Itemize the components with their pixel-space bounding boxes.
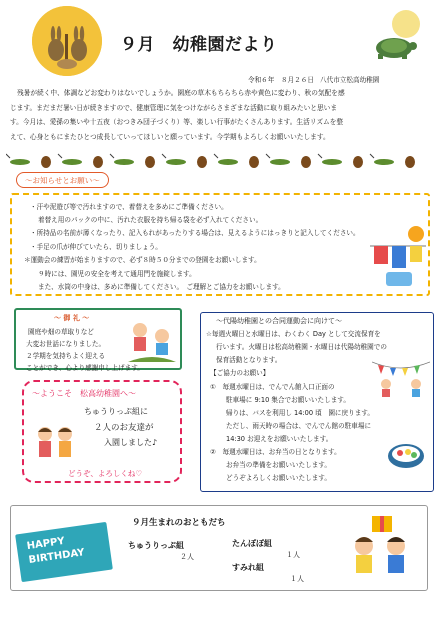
birthday-class-count: １人 <box>286 551 300 559</box>
sports-day-line: 駐車場に 9:10 集合でお願いいたします。 <box>226 396 350 404</box>
thanks-title: ～ 御 礼 ～ <box>54 314 90 322</box>
notice-line: 着替え用のパックの中に、汚れた衣服を持ち帰る袋を必ず入れてください。 <box>38 216 263 224</box>
sports-day-line: 14:30 お迎えをお願いいたします。 <box>226 435 333 443</box>
issue-date: 令和６年 ８月２６日 <box>248 76 314 84</box>
welcome-title: ～ようこそ 松高幼稚園へ～ <box>32 389 136 398</box>
intro-line: 残暑が続く中、体調などお変わりはないでしょうか。園庭の草木もちらちら赤や黄色に変わり、秋の気配を感 <box>17 89 345 97</box>
page-title: ９月 幼稚園だより <box>120 35 278 55</box>
birthday-class-name: ちゅうりっぷ組 <box>128 541 184 550</box>
welcome-line: 入園しました♪ <box>104 438 158 447</box>
sports-day-line: 帰りは、バスを利用し 14:00 頃 園に戻ります。 <box>226 409 374 417</box>
notice-heading: ～お知らせとお願い～ <box>16 172 109 188</box>
birthday-class-count: ２人 <box>180 553 194 561</box>
intro-line: じます。まだまだ暑い日が続きますので、健康管理に気をつけながらさまざまな活動に取り組みたいと思いま <box>10 103 338 112</box>
sports-day-line: 保育活動となります。 <box>216 356 282 364</box>
bento-box-illustration <box>386 440 426 474</box>
date-publisher-line <box>248 74 379 84</box>
birthday-kids-illustration <box>344 512 418 582</box>
intro-paragraph <box>10 86 432 144</box>
badge-line: HAPPY <box>26 535 66 553</box>
welcome-line: ちゅうりっぷ組に <box>84 407 148 416</box>
birthday-class-count: １人 <box>290 575 304 583</box>
sports-day-line: どうぞよろしくお願いいたします。 <box>226 474 331 482</box>
notice-line: ＊運動会の練習が始まりますので、必ず８時５０分までの登園をお願いします。 <box>24 256 261 264</box>
notice-line: ９時には、園児の安全を考えて通用門を施錠します。 <box>38 270 196 278</box>
turtle-moon-illustration <box>366 6 428 64</box>
gardening-kids-illustration <box>124 318 180 370</box>
notice-line: ・汗や泥遊び等で汚れますので、着替えを多めにご準備ください。 <box>30 203 228 211</box>
sports-day-line: ☆毎週火曜日と水曜日は、わくわく Day として交流保育を <box>206 330 381 338</box>
birthday-title: ９月生まれのおともだち <box>132 518 226 528</box>
welcome-kids-illustration <box>34 424 76 468</box>
sports-day-line: 【ご協力のお願い】 <box>210 369 270 377</box>
notice-line: ・所持品の名前が薄くなったり、記入もれがあったりする場合は、見えるようにはっきりと記入してください。 <box>30 229 360 237</box>
intro-line: えて、心身ともにまたひとつ成長していってほしいと願っています。今学期もよろしくお願いいたします。 <box>10 132 330 141</box>
thanks-line: 大変お世話になりました。 <box>26 340 106 348</box>
thanks-line: ２学期を気持ちよく迎える <box>26 352 106 360</box>
birthday-class-name: たんぽぽ組 <box>232 539 272 548</box>
sports-day-title: ～代陽幼稚園との合同運動会に向けて～ <box>216 317 342 325</box>
thanks-line: ことができ、心より感謝申し上げます。 <box>26 364 144 372</box>
welcome-line: どうぞ、よろしくね♡ <box>68 469 143 478</box>
sports-day-line: ② 毎週水曜日は、お弁当の日となります。 <box>210 448 341 456</box>
laundry-illustration <box>368 224 428 292</box>
notice-line: ・手足の爪が伸びていたら、切りましょう。 <box>30 243 162 251</box>
sports-day-flags-illustration <box>372 358 430 402</box>
sports-day-line: ただし、雨天時の場合は、でんでん館の駐車場に <box>226 422 372 430</box>
sports-day-line: ① 毎週水曜日は、でんでん館入口正面の <box>210 383 335 391</box>
publisher: 八代市立松高幼稚園 <box>320 76 380 84</box>
birthday-class-name: すみれ組 <box>232 563 264 572</box>
sports-day-line: 行います。火曜日は松高幼稚園・水曜日は代陽幼稚園での <box>216 343 387 351</box>
notice-line: また、水筒の中身は、多めに準備してください。 ご理解とご協力をお願いします。 <box>38 283 285 291</box>
sports-day-line: お弁当の準備をお願いいたします。 <box>226 461 331 469</box>
intro-line: す。今月は、愛孫の集いや十五夜（おつきみ団子づくり）等、楽しい行事がたくさんあります。生活リズムを整 <box>10 118 344 127</box>
thanks-line: 園庭や畑の草取りなど <box>28 328 94 336</box>
insect-border-decoration <box>6 152 434 170</box>
badge-line: BIRTHDAY <box>28 547 86 566</box>
moon-rabbits-illustration <box>32 6 102 76</box>
welcome-line: ２人のお友達が <box>94 423 154 433</box>
